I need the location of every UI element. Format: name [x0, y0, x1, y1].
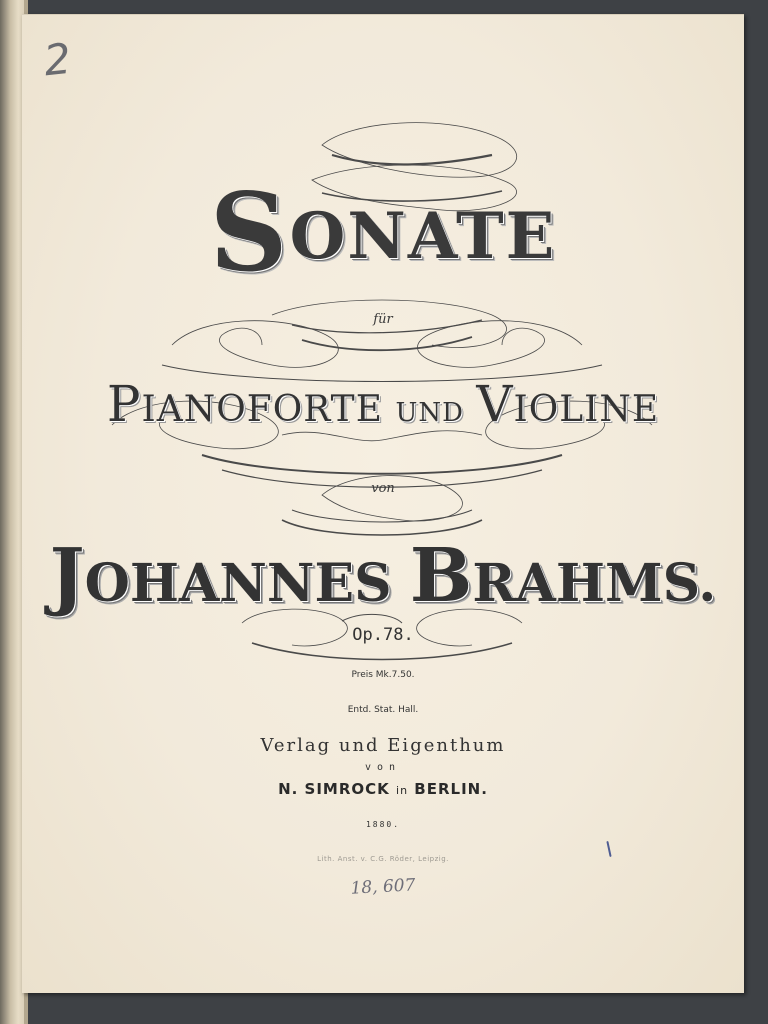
title-page	[22, 14, 744, 993]
title-initial: S	[209, 170, 290, 296]
violine-initial: V	[476, 375, 514, 433]
composer-first-rest: OHANNES	[84, 553, 392, 614]
calligraphic-flourishes	[22, 15, 744, 993]
instrumentation-line	[22, 375, 744, 433]
publisher-city: BERLIN.	[414, 780, 488, 798]
composer-last-rest: RAHMS.	[472, 553, 717, 614]
verlag-von-text: von	[364, 762, 402, 773]
composer-last-initial: B	[409, 533, 473, 619]
printer-credit: Lith. Anst. v. C.G. Röder, Leipzig.	[317, 855, 449, 863]
title-sonate	[22, 170, 744, 296]
title-rest: ONATE	[289, 199, 557, 274]
von-text: von	[371, 481, 395, 496]
year-text: 1880.	[365, 820, 401, 829]
verlag-text: Verlag und Eigenthum	[260, 735, 506, 756]
pianoforte-initial: P	[106, 375, 142, 433]
publisher-line	[22, 780, 744, 798]
opus-number: Op.78.	[352, 625, 414, 645]
pianoforte-rest: IANOFORTE	[141, 389, 383, 430]
price-text: Preis Mk.7.50.	[351, 670, 415, 680]
composer-first-initial: J	[49, 533, 85, 619]
violine-rest: IOLINE	[513, 389, 660, 430]
fur-text: für	[373, 312, 393, 327]
registration-text: Entd. Stat. Hall.	[347, 705, 419, 715]
publisher-name: N. SIMROCK	[278, 780, 390, 798]
und-word: UND	[395, 398, 464, 428]
publisher-in: in	[396, 784, 409, 797]
composer-name	[22, 533, 744, 619]
handwritten-catalog-number: 18, 607	[350, 875, 416, 899]
pencil-page-number: 2	[41, 33, 74, 86]
